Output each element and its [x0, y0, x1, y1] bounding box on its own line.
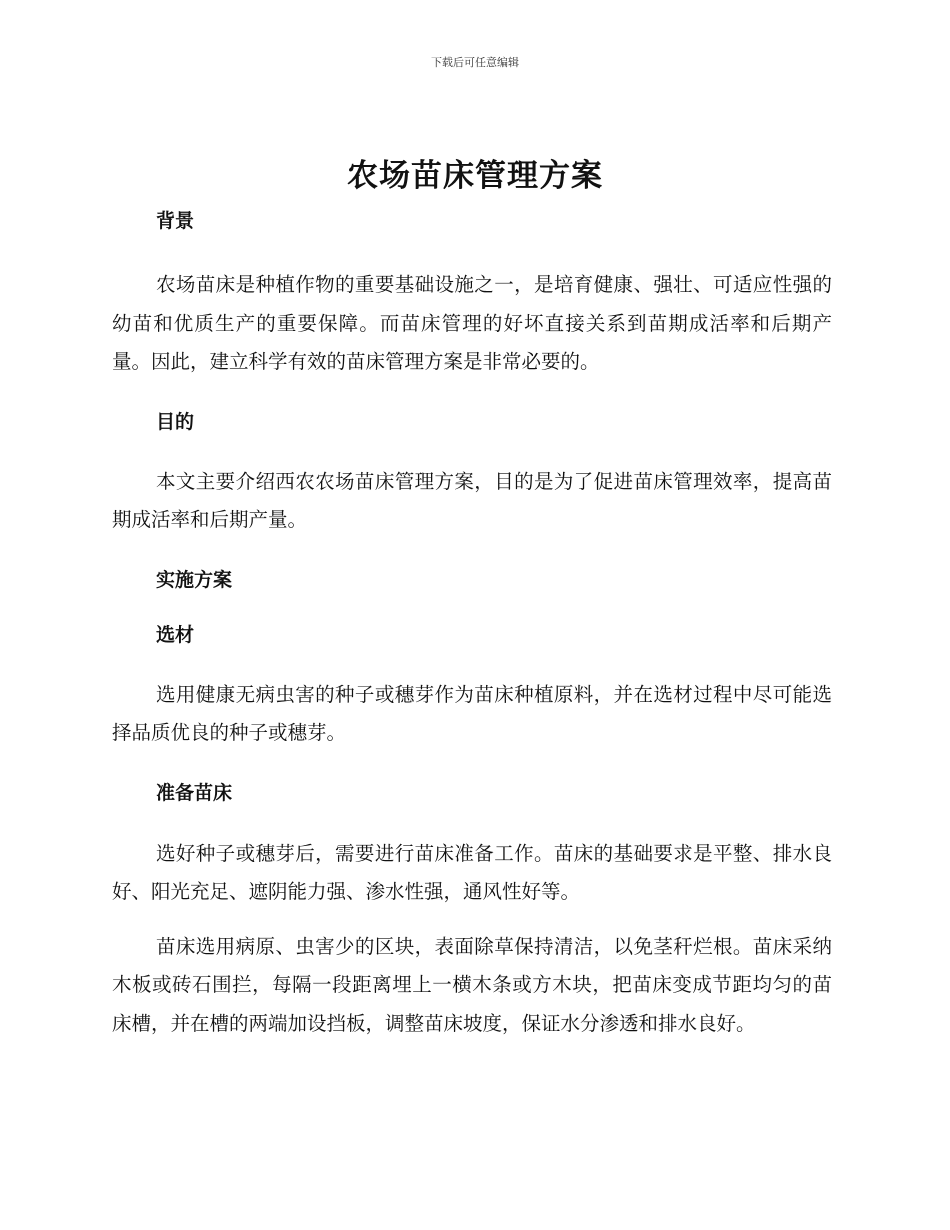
heading-background: 背景 — [156, 210, 195, 232]
document-body — [112, 208, 832, 1043]
paragraph-background: 农场苗床是种植作物的重要基础设施之一，是培育健康、强壮、可适应性强的幼苗和优质生产的重要保障。而苗床管理的好坏直接关系到苗期成活率和后期产量。因此，建立科学有效的苗床管理方案是非常必要的。 — [112, 273, 832, 373]
heading-purpose: 目的 — [156, 410, 195, 433]
heading-selection: 选材 — [156, 623, 195, 646]
heading-plan: 实施方案 — [156, 568, 233, 591]
paragraph-purpose: 本文主要介绍西农农场苗床管理方案，目的是为了促进苗床管理效率，提高苗期成活率和后期产量。 — [112, 469, 832, 531]
paragraph-selection: 选用健康无病虫害的种子或穗芽作为苗床种植原料，并在选材过程中尽可能选择品质优良的种子或穗芽。 — [112, 682, 832, 744]
heading-prepare: 准备苗床 — [156, 781, 233, 804]
header-note: 下载后可任意编辑 — [431, 56, 519, 69]
paragraph-prepare-1: 选好种子或穗芽后，需要进行苗床准备工作。苗床的基础要求是平整、排水良好、阳光充足、遮阴能力强、渗水性强，通风性好等。 — [112, 841, 832, 903]
paragraph-prepare-2: 苗床选用病原、虫害少的区块，表面除草保持清洁，以免茎秆烂根。苗床采纳木板或砖石围拦，每隔一段距离埋上一横木条或方木块，把苗床变成节距均匀的苗床槽，并在槽的两端加设挡板，调整苗床坡度，保证水分渗透和排水良好。 — [112, 934, 832, 1035]
document-title: 农场苗床管理方案 — [347, 158, 603, 194]
